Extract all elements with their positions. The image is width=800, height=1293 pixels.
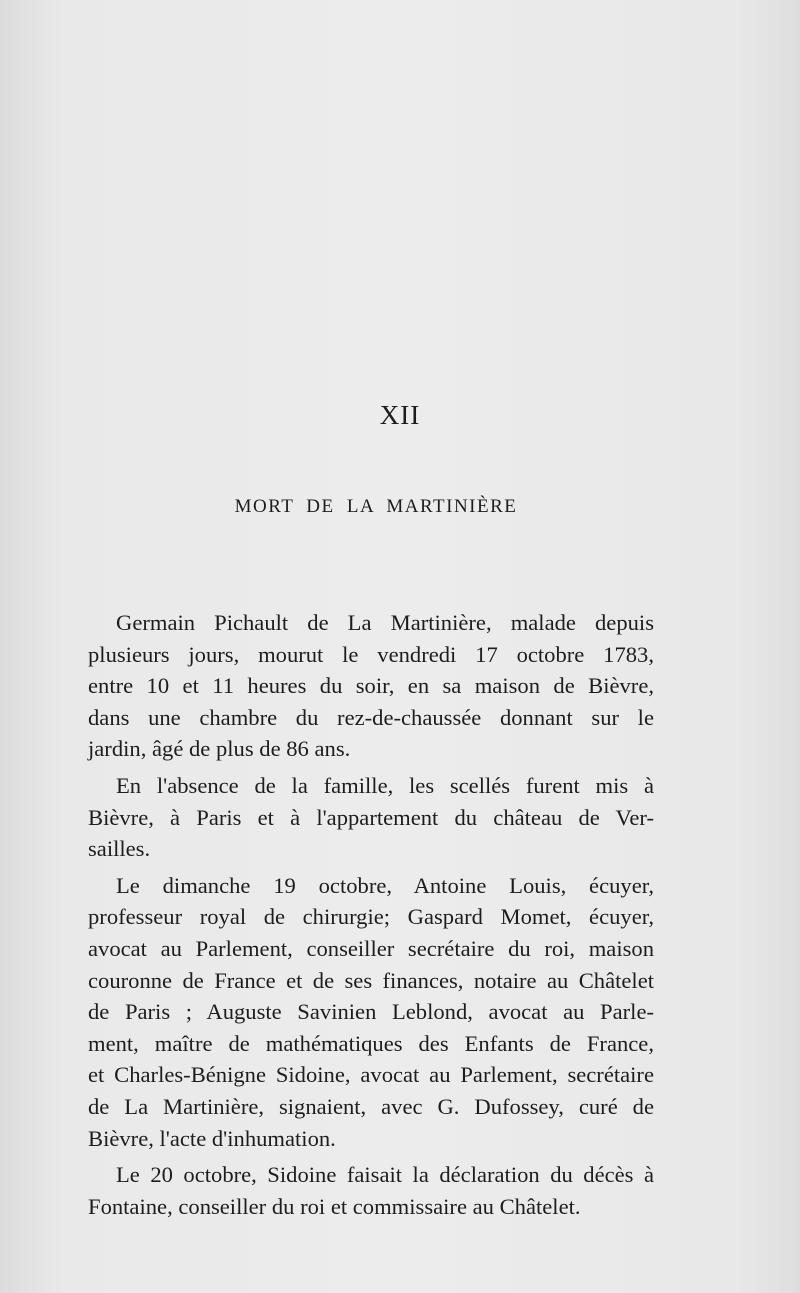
text-line: Bièvre, l'acte d'inhumation.	[88, 1125, 336, 1151]
text-line: entre 10 et 11 heures du soir, en sa maison de Bièvre,	[88, 673, 654, 699]
paragraph	[88, 770, 654, 865]
text-line: ment, maître de mathématiques des Enfants de France,	[88, 1030, 654, 1056]
text-line: de La Martinière, signaient, avec G. Dufossey, curé de	[88, 1093, 654, 1119]
text-line: jardin, âgé de plus de 86 ans.	[88, 736, 351, 762]
text-line: Le dimanche 19 octobre, Antoine Louis, écuyer,	[116, 872, 654, 898]
text-line: sailles.	[88, 836, 151, 862]
text-line: couronne de France et de ses finances, notaire au Châtelet	[88, 967, 654, 993]
text-line: et Charles-Bénigne Sidoine, avocat au Parlement, secrétaire	[88, 1062, 654, 1088]
text-line: de Paris ; Auguste Savinien Leblond, avocat au Parle-	[88, 999, 654, 1025]
text-line: Germain Pichault de La Martinière, malade depuis	[116, 610, 654, 635]
body-text	[88, 607, 654, 1227]
text-line: Bièvre, à Paris et à l'appartement du château de Ver-	[88, 804, 654, 830]
text-line: professeur royal de chirurgie; Gaspard Momet, écuyer,	[88, 904, 654, 930]
paragraph	[88, 870, 654, 1154]
text-line: En l'absence de la famille, les scellés furent mis à	[116, 772, 654, 798]
text-line: dans une chambre du rez-de-chaussée donnant sur le	[88, 704, 654, 730]
text-line: avocat au Parlement, conseiller secrétaire du roi, maison	[88, 935, 654, 961]
text-line: plusieurs jours, mourut le vendredi 17 octobre 1783,	[88, 641, 654, 667]
text-line: Le 20 octobre, Sidoine faisait la déclaration du décès à	[116, 1162, 654, 1188]
chapter-title: MORT DE LA MARTINIÈRE	[234, 496, 518, 517]
paragraph	[88, 1159, 654, 1222]
text-line: Fontaine, conseiller du roi et commissaire au Châtelet.	[88, 1193, 581, 1219]
paragraph	[88, 607, 654, 765]
chapter-number: XII	[379, 400, 421, 430]
